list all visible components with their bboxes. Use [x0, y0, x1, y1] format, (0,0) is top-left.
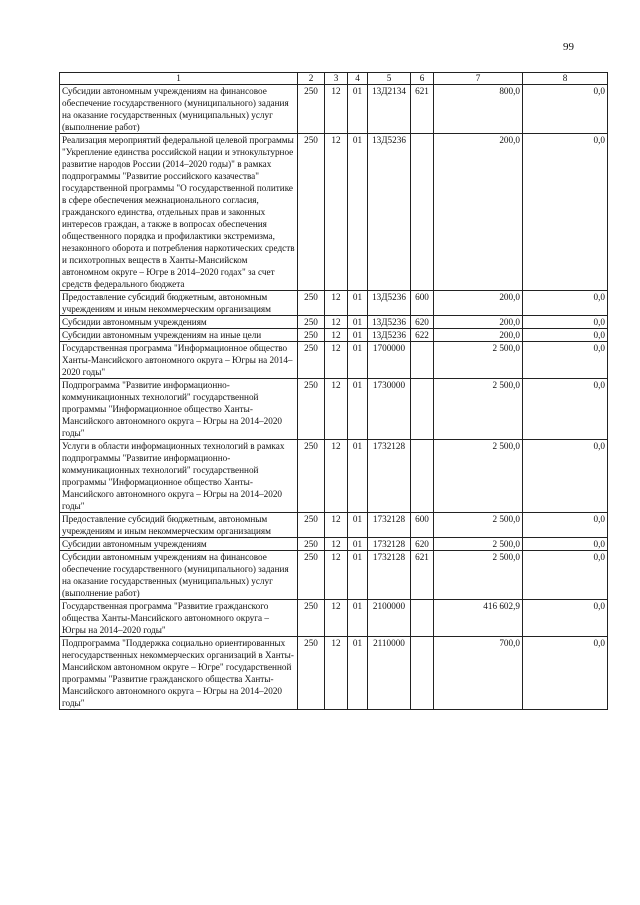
- admin-code-cell: 250: [298, 538, 325, 551]
- target-article-cell: 1732128: [368, 440, 411, 513]
- expense-type-cell: 621: [411, 551, 434, 600]
- target-article-cell: 2110000: [368, 637, 411, 710]
- amount-cell-2: 0,0: [523, 342, 608, 379]
- expense-type-cell: 600: [411, 291, 434, 316]
- table-row: [60, 538, 608, 551]
- header-cell: 1: [60, 73, 298, 85]
- name-cell: Подпрограмма "Поддержка социально ориентированных негосударственных некоммерческих организаций в Ханты-Мансийском автономном округе – Югре" государственной программы "Развитие гражданского общества Ханты-Мансийского автономного округа – Югры на 2014–2020 годы": [60, 637, 298, 710]
- table-row: [60, 440, 608, 513]
- target-article-cell: 1732128: [368, 513, 411, 538]
- section-cell: 12: [325, 440, 348, 513]
- name-cell: Субсидии автономным учреждениям: [60, 316, 298, 329]
- subsection-cell: 01: [348, 134, 368, 291]
- name-cell: Субсидии автономным учреждениям на иные цели: [60, 329, 298, 342]
- header-cell: 5: [368, 73, 411, 85]
- subsection-cell: 01: [348, 291, 368, 316]
- amount-cell: 2 500,0: [434, 538, 523, 551]
- expense-type-cell: [411, 379, 434, 440]
- table-row: [60, 551, 608, 600]
- header-cell: 7: [434, 73, 523, 85]
- target-article-cell: 13Д2134: [368, 85, 411, 134]
- subsection-cell: 01: [348, 379, 368, 440]
- admin-code-cell: 250: [298, 600, 325, 637]
- admin-code-cell: 250: [298, 513, 325, 538]
- amount-cell-2: 0,0: [523, 329, 608, 342]
- expense-type-cell: [411, 600, 434, 637]
- amount-cell-2: 0,0: [523, 291, 608, 316]
- section-cell: 12: [325, 291, 348, 316]
- header-cell: 6: [411, 73, 434, 85]
- table-row: [60, 85, 608, 134]
- expense-type-cell: [411, 134, 434, 291]
- expense-type-cell: 622: [411, 329, 434, 342]
- name-cell: Субсидии автономным учреждениям на финансовое обеспечение государственного (муниципального) задания на оказание государственных (муниципальных) услуг (выполнение работ): [60, 551, 298, 600]
- name-cell: Субсидии автономным учреждениям: [60, 538, 298, 551]
- amount-cell: 800,0: [434, 85, 523, 134]
- section-cell: 12: [325, 637, 348, 710]
- section-cell: 12: [325, 551, 348, 600]
- subsection-cell: 01: [348, 513, 368, 538]
- table-row: [60, 329, 608, 342]
- subsection-cell: 01: [348, 316, 368, 329]
- target-article-cell: 1732128: [368, 551, 411, 600]
- amount-cell: 416 602,9: [434, 600, 523, 637]
- section-cell: 12: [325, 379, 348, 440]
- section-cell: 12: [325, 600, 348, 637]
- amount-cell-2: 0,0: [523, 551, 608, 600]
- amount-cell: 2 500,0: [434, 440, 523, 513]
- subsection-cell: 01: [348, 329, 368, 342]
- header-cell: 3: [325, 73, 348, 85]
- amount-cell-2: 0,0: [523, 440, 608, 513]
- table-row: [60, 316, 608, 329]
- target-article-cell: 13Д5236: [368, 291, 411, 316]
- name-cell: Услуги в области информационных технологий в рамках подпрограммы "Развитие информационно-коммуникационных технологий" государственной программы "Информационное общество Ханты-Мансийского автономного округа – Югры на 2014–2020 годы": [60, 440, 298, 513]
- table-row: [60, 379, 608, 440]
- amount-cell-2: 0,0: [523, 85, 608, 134]
- subsection-cell: 01: [348, 538, 368, 551]
- amount-cell: 2 500,0: [434, 379, 523, 440]
- amount-cell: 2 500,0: [434, 551, 523, 600]
- table-row: [60, 134, 608, 291]
- header-cell: 2: [298, 73, 325, 85]
- amount-cell: 2 500,0: [434, 342, 523, 379]
- admin-code-cell: 250: [298, 329, 325, 342]
- section-cell: 12: [325, 316, 348, 329]
- header-row: [60, 73, 608, 85]
- expense-type-cell: [411, 342, 434, 379]
- expense-type-cell: 620: [411, 538, 434, 551]
- target-article-cell: 13Д5236: [368, 316, 411, 329]
- amount-cell: 700,0: [434, 637, 523, 710]
- table-row: [60, 291, 608, 316]
- expense-type-cell: [411, 440, 434, 513]
- name-cell: Субсидии автономным учреждениям на финансовое обеспечение государственного (муниципального) задания на оказание государственных (муниципальных) услуг (выполнение работ): [60, 85, 298, 134]
- table-row: [60, 342, 608, 379]
- amount-cell: 200,0: [434, 316, 523, 329]
- expense-type-cell: 600: [411, 513, 434, 538]
- target-article-cell: 1732128: [368, 538, 411, 551]
- expense-type-cell: 620: [411, 316, 434, 329]
- name-cell: Государственная программа "Развитие гражданского общества Ханты-Мансийского автономного округа – Югры на 2014–2020 годы": [60, 600, 298, 637]
- name-cell: Государственная программа "Информационное общество Ханты-Мансийского автономного округа – Югры на 2014–2020 годы": [60, 342, 298, 379]
- amount-cell: 200,0: [434, 291, 523, 316]
- subsection-cell: 01: [348, 600, 368, 637]
- amount-cell-2: 0,0: [523, 538, 608, 551]
- section-cell: 12: [325, 134, 348, 291]
- subsection-cell: 01: [348, 551, 368, 600]
- table-row: [60, 637, 608, 710]
- section-cell: 12: [325, 342, 348, 379]
- budget-table: [59, 72, 608, 710]
- name-cell: Предоставление субсидий бюджетным, автономным учреждениям и иным некоммерческим организациям: [60, 513, 298, 538]
- name-cell: Предоставление субсидий бюджетным, автономным учреждениям и иным некоммерческим организациям: [60, 291, 298, 316]
- amount-cell: 200,0: [434, 329, 523, 342]
- target-article-cell: 1730000: [368, 379, 411, 440]
- expense-type-cell: 621: [411, 85, 434, 134]
- table-row: [60, 600, 608, 637]
- name-cell: Подпрограмма "Развитие информационно-коммуникационных технологий" государственной программы "Информационное общество Ханты-Мансийского автономного округа – Югры на 2014–2020 годы": [60, 379, 298, 440]
- amount-cell: 200,0: [434, 134, 523, 291]
- header-cell: 4: [348, 73, 368, 85]
- amount-cell: 2 500,0: [434, 513, 523, 538]
- target-article-cell: 13Д5236: [368, 134, 411, 291]
- page-number: 99: [563, 41, 574, 53]
- admin-code-cell: 250: [298, 551, 325, 600]
- target-article-cell: 1700000: [368, 342, 411, 379]
- subsection-cell: 01: [348, 85, 368, 134]
- amount-cell-2: 0,0: [523, 316, 608, 329]
- subsection-cell: 01: [348, 637, 368, 710]
- section-cell: 12: [325, 513, 348, 538]
- admin-code-cell: 250: [298, 85, 325, 134]
- admin-code-cell: 250: [298, 316, 325, 329]
- subsection-cell: 01: [348, 342, 368, 379]
- admin-code-cell: 250: [298, 440, 325, 513]
- amount-cell-2: 0,0: [523, 600, 608, 637]
- target-article-cell: 2100000: [368, 600, 411, 637]
- admin-code-cell: 250: [298, 342, 325, 379]
- admin-code-cell: 250: [298, 379, 325, 440]
- amount-cell-2: 0,0: [523, 134, 608, 291]
- header-cell: 8: [523, 73, 608, 85]
- amount-cell-2: 0,0: [523, 637, 608, 710]
- subsection-cell: 01: [348, 440, 368, 513]
- amount-cell-2: 0,0: [523, 379, 608, 440]
- section-cell: 12: [325, 329, 348, 342]
- target-article-cell: 13Д5236: [368, 329, 411, 342]
- table-row: [60, 513, 608, 538]
- admin-code-cell: 250: [298, 637, 325, 710]
- admin-code-cell: 250: [298, 291, 325, 316]
- table-body: [60, 85, 608, 710]
- admin-code-cell: 250: [298, 134, 325, 291]
- amount-cell-2: 0,0: [523, 513, 608, 538]
- section-cell: 12: [325, 85, 348, 134]
- expense-type-cell: [411, 637, 434, 710]
- section-cell: 12: [325, 538, 348, 551]
- name-cell: Реализация мероприятий федеральной целевой программы "Укрепление единства российской нации и этнокультурное развитие народов России (2014–2020 годы)" в рамках подпрограммы "Развитие российского казачества" государственной программы "О государственной политике в сфере обеспечения межнационального согласия, гражданского единства, отдельных прав и законных интересов граждан, а также в вопросах обеспечения общественного порядка и профилактики экстремизма, незаконного оборота и потребления наркотических средств и психотропных веществ в Ханты-Мансийском автономном округе – Югре в 2014–2020 годах" за счет средств федерального бюджета: [60, 134, 298, 291]
